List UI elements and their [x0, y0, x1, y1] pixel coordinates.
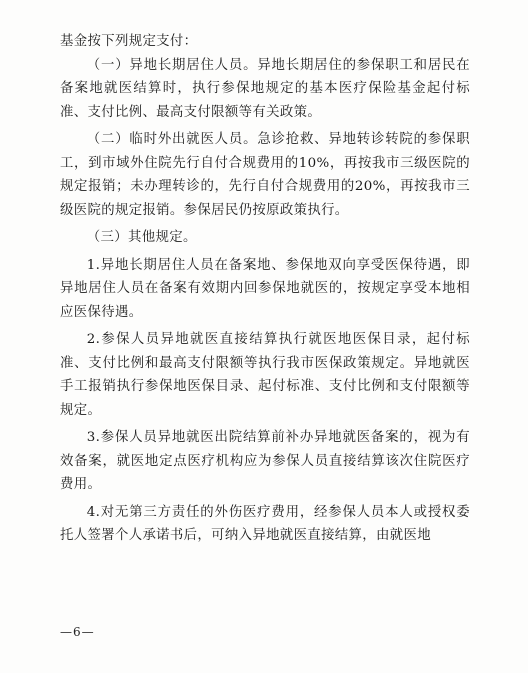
- page-number: —6—: [60, 625, 95, 639]
- paragraph-section-1: （一）异地长期居住人员。异地长期居住的参保职工和居民在备案地就医结算时，执行参保地规定的基本医疗保险基金起付标准、支付比例、最高支付限额等有关政策。: [60, 57, 470, 120]
- paragraph-rule-3: 3.参保人员异地就医出院结算前补办异地就医备案的，视为有效备案，就医地定点医疗机构应为参保人员直接结算该次住院医疗费用。: [60, 430, 470, 492]
- document-body: [60, 30, 470, 548]
- paragraph-section-3-heading: （三）其他规定。: [86, 230, 197, 245]
- paragraph-section-2: （二）临时外出就医人员。急诊抢救、异地转诊转院的参保职工，到市域外住院先行自付合规费用的10%，再按我市三级医院的规定报销；未办理转诊的，先行自付合规费用的20%，再按我市三级医院的规定报销。参保居民仍按原政策执行。: [60, 132, 470, 218]
- paragraph-rule-1: 1.异地长期居住人员在备案地、参保地双向享受医保待遇，即异地居住人员在备案有效期内回参保地就医的，按规定享受本地相应医保待遇。: [60, 257, 470, 320]
- paragraph-intro: 基金按下列规定支付：: [60, 34, 198, 49]
- paragraph-rule-4: 4.对无第三方责任的外伤医疗费用，经参保人员本人或授权委托人签署个人承诺书后，可纳入异地就医直接结算，由就医地: [60, 504, 470, 543]
- paragraph-rule-2: 2.参保人员异地就医直接结算执行就医地医保目录，起付标准、支付比例和最高支付限额等执行我市医保政策规定。异地就医手工报销执行参保地医保目录、起付标准、支付比例和支付限额等规定。: [60, 332, 470, 418]
